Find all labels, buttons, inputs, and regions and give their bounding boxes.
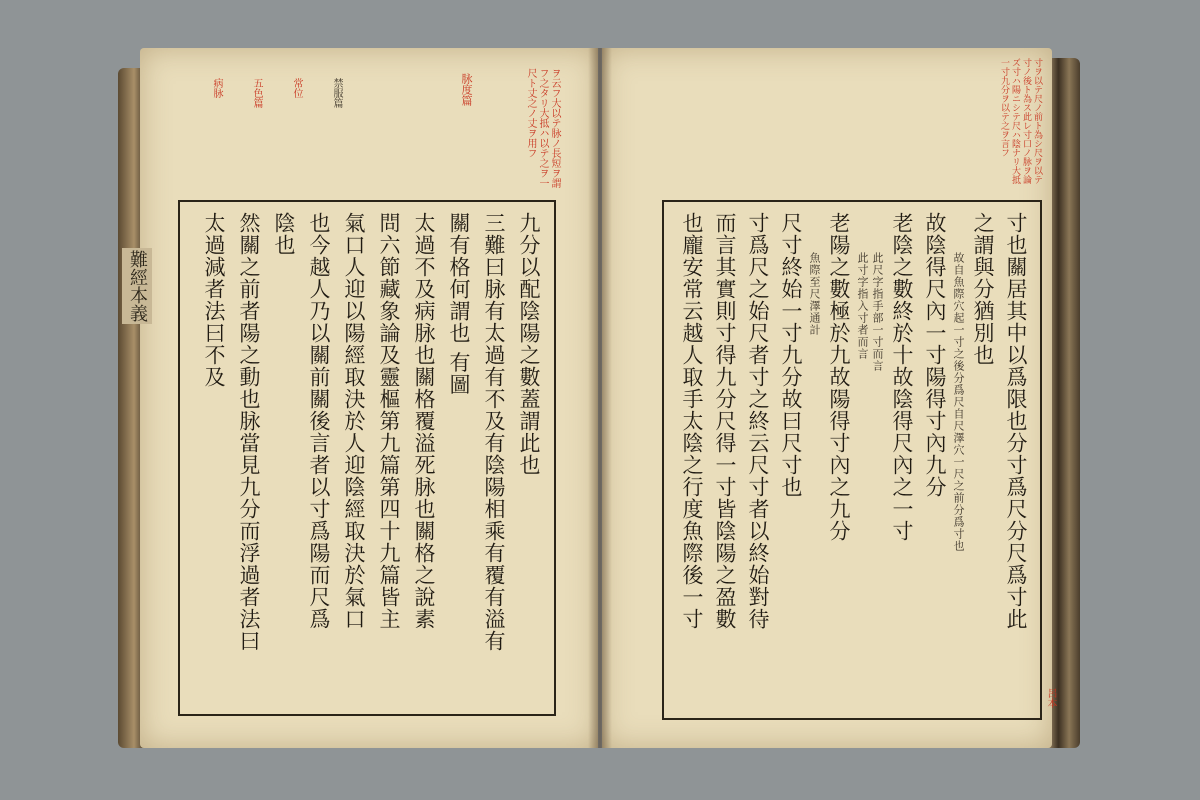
open-book bbox=[118, 48, 1080, 753]
text-frame bbox=[178, 200, 556, 716]
text-column: 尺寸終始一寸九分故曰尺寸也 bbox=[779, 212, 803, 498]
text-column: 也龐安常云越人取手太陰之行度魚際後一寸 bbox=[680, 212, 704, 630]
right-page bbox=[602, 48, 1056, 748]
text-frame bbox=[662, 200, 1042, 720]
text-column: 寸也關居其中以爲限也分寸爲尺分尺爲寸此 bbox=[1004, 212, 1028, 630]
text-column: 氣口人迎以陽經取決於人迎陰經取決於氣口 bbox=[342, 212, 366, 630]
red-note: 常位 bbox=[291, 78, 302, 98]
header-note: 脉度篇 bbox=[460, 73, 473, 106]
red-note: 禁服篇 bbox=[331, 78, 342, 108]
text-column: 太過不及病脉也關格覆溢死脉也關格之說素 bbox=[412, 212, 436, 630]
red-note: 五色篇 bbox=[251, 78, 262, 108]
main-text bbox=[188, 212, 546, 706]
red-margin-notes: ヲ云フ大以テ脉ノ長短ヲ謂フ之タリ大抵ハ以テ之ヲ一尺ト丈之ノ丈ヲ用フ bbox=[525, 68, 560, 188]
main-text bbox=[672, 212, 1032, 710]
text-column: 然關之前者陽之動也脉當見九分而浮過者法曰 bbox=[237, 212, 261, 652]
text-column: 寸爲尺之始尺者寸之終云尺寸者以終始對待 bbox=[746, 212, 770, 630]
left-page bbox=[140, 48, 598, 748]
spine-label: 難經本義 bbox=[122, 248, 152, 324]
small-note: 此尺字指手部一寸而言 bbox=[871, 252, 884, 372]
small-note: 此寸字指入寸者而言 bbox=[856, 252, 869, 360]
text-column: 老陰之數終於十故陰得尺內之一寸 bbox=[890, 212, 914, 542]
red-note: 呂本 bbox=[1045, 688, 1056, 708]
text-column: 也今越人乃以關前關後言者以寸爲陽而尺爲 bbox=[307, 212, 331, 630]
text-column: 問六節藏象論及靈樞第九篇第四十九篇皆主 bbox=[377, 212, 401, 630]
text-column: 關有格何謂也 有圖 bbox=[447, 212, 471, 396]
book-gutter bbox=[588, 48, 612, 748]
small-note: 故自魚際穴起一寸之後分爲尺自尺澤穴一尺之前分爲寸也 bbox=[952, 252, 965, 552]
text-column: 三難曰脉有太過有不及有陰陽相乘有覆有溢有 bbox=[482, 212, 506, 652]
text-column: 而言其實則寸得九分尺得一寸皆陰陽之盈數 bbox=[713, 212, 737, 630]
text-column: 故陰得尺內一寸陽得寸內九分 bbox=[923, 212, 947, 498]
text-column: 陰也 bbox=[272, 212, 296, 256]
text-column: 九分以配陰陽之數蓋謂此也 bbox=[517, 212, 541, 476]
text-column: 太過減者法曰不及 bbox=[202, 212, 226, 388]
text-column: 之謂與分猶別也 bbox=[971, 212, 995, 366]
red-note: 病脉 bbox=[211, 78, 222, 98]
red-margin-notes: 寸ヲ以テ尺ノ前ト為シ尺ヲ以テ寸ノ後ト為ス此レ寸口ノ脉ヲ論ズ寸ハ陽ニシテ尺ハ陰ナリ大抵一寸九分ヲ以テ之ヲ言フ bbox=[999, 58, 1042, 184]
text-column: 老陽之數極於九故陽得寸內之九分 bbox=[827, 212, 851, 542]
small-note: 魚際至尺澤通計 bbox=[808, 252, 821, 336]
